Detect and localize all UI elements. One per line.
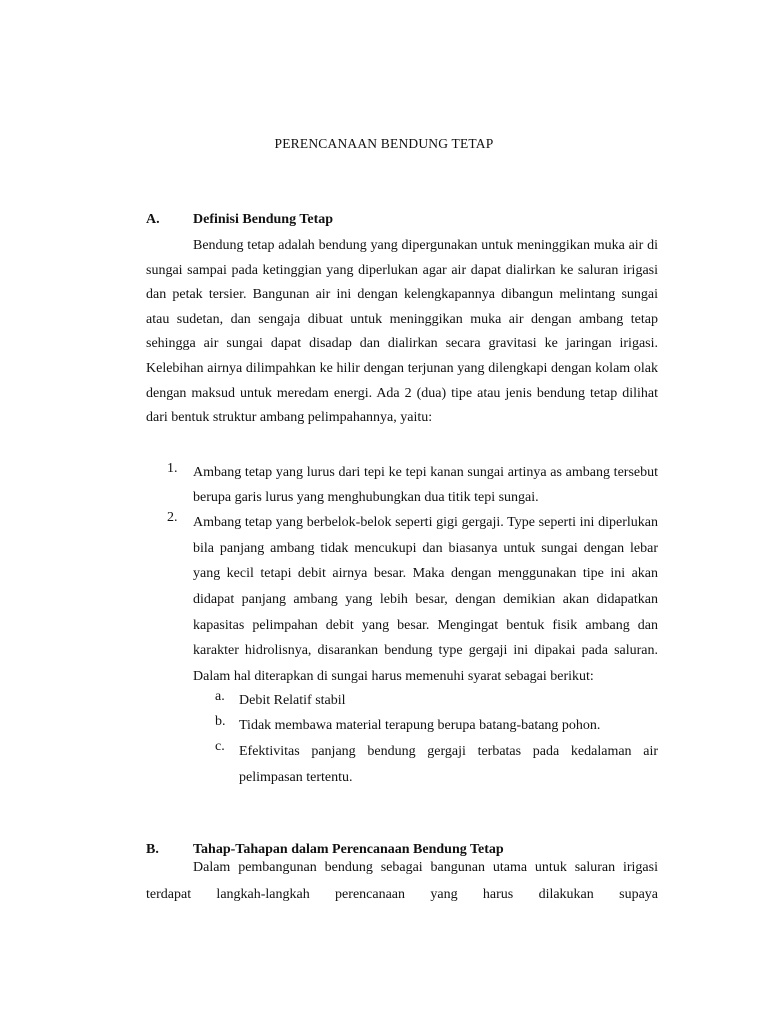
sub-list-item-text: Efektivitas panjang bendung gergaji terbatas pada kedalaman air pelimpasan tertentu. [239, 743, 658, 785]
section-b-paragraph [146, 854, 658, 908]
sub-list-item-letter: c. [215, 738, 225, 754]
sub-list [146, 689, 658, 790]
sub-list-item [146, 689, 658, 714]
list-item-number: 1. [167, 461, 178, 476]
section-a-paragraph [146, 234, 658, 431]
section-a-letter: A. [146, 212, 160, 227]
sub-list-item [146, 739, 658, 791]
section-b-letter: B. [146, 842, 159, 857]
section-a-paragraph-text: Bendung tetap adalah bendung yang dipergunakan untuk meninggikan muka air di sungai sampai pada ketinggian yang diperlukan agar air dapat dialirkan ke saluran irigasi dan petak tersier. Bangunan air ini dengan kelengkapannya dibangun melintang sungai atau sudetan, dan sengaja dibuat untuk meninggikan muka air dengan ambang tetap sehingga air sungai dapat disadap dan dialirkan secara gravitasi ke jaringan irigasi. Kelebihan airnya dilimpahkan ke hilir dengan terjunan yang dilengkapi dengan kolam olak dengan maksud untuk meredam energi. Ada 2 (dua) tipe atau jenis bendung tetap dilihat dari bentuk struktur ambang pelimpahannya, yaitu: [146, 238, 658, 426]
sub-list-item-text: Debit Relatif stabil [239, 693, 346, 709]
document-title: PERENCANAAN BENDUNG TETAP [274, 136, 494, 151]
sub-list-item-letter: b. [215, 713, 226, 729]
list-item-text: Ambang tetap yang berbelok-belok seperti gigi gergaji. Type seperti ini diperlukan bila panjang ambang tidak mencukupi dan biasanya untuk sungai dengan lebar yang kecil tetapi debit airnya besar. Maka dengan menggunakan tipe ini akan didapat panjang ambang yang lebih besar, dengan demikian akan didapatkan kapasitas pelimpahan debit yang besar. Mengingat bentuk fisik ambang dan karakter hidrolisnya, disarankan bendung type gergaji ini dipakai pada saluran. Dalam hal diterapkan di sungai harus memenuhi syarat sebagai berikut: [193, 515, 658, 684]
sub-list-item-letter: a. [215, 689, 225, 705]
sub-list-item [146, 714, 658, 739]
section-a-heading: Definisi Bendung Tetap [193, 212, 334, 227]
sub-list-item-text: Tidak membawa material terapung berupa batang-batang pohon. [239, 717, 601, 733]
section-a-list [146, 461, 658, 791]
list-item [146, 510, 658, 790]
section-b-heading: Tahap-Tahapan dalam Perencanaan Bendung Tetap [193, 842, 504, 857]
section-b-paragraph-text: Dalam pembangunan bendung sebagai bangunan utama untuk saluran irigasi terdapat langkah-langkah perencanaan yang harus dilakukan supaya [146, 860, 658, 902]
list-item-text: Ambang tetap yang lurus dari tepi ke tepi kanan sungai artinya as ambang tersebut berupa garis lurus yang menghubungkan dua titik tepi sungai. [193, 465, 658, 505]
list-item [146, 461, 658, 510]
list-item-number: 2. [167, 510, 178, 526]
